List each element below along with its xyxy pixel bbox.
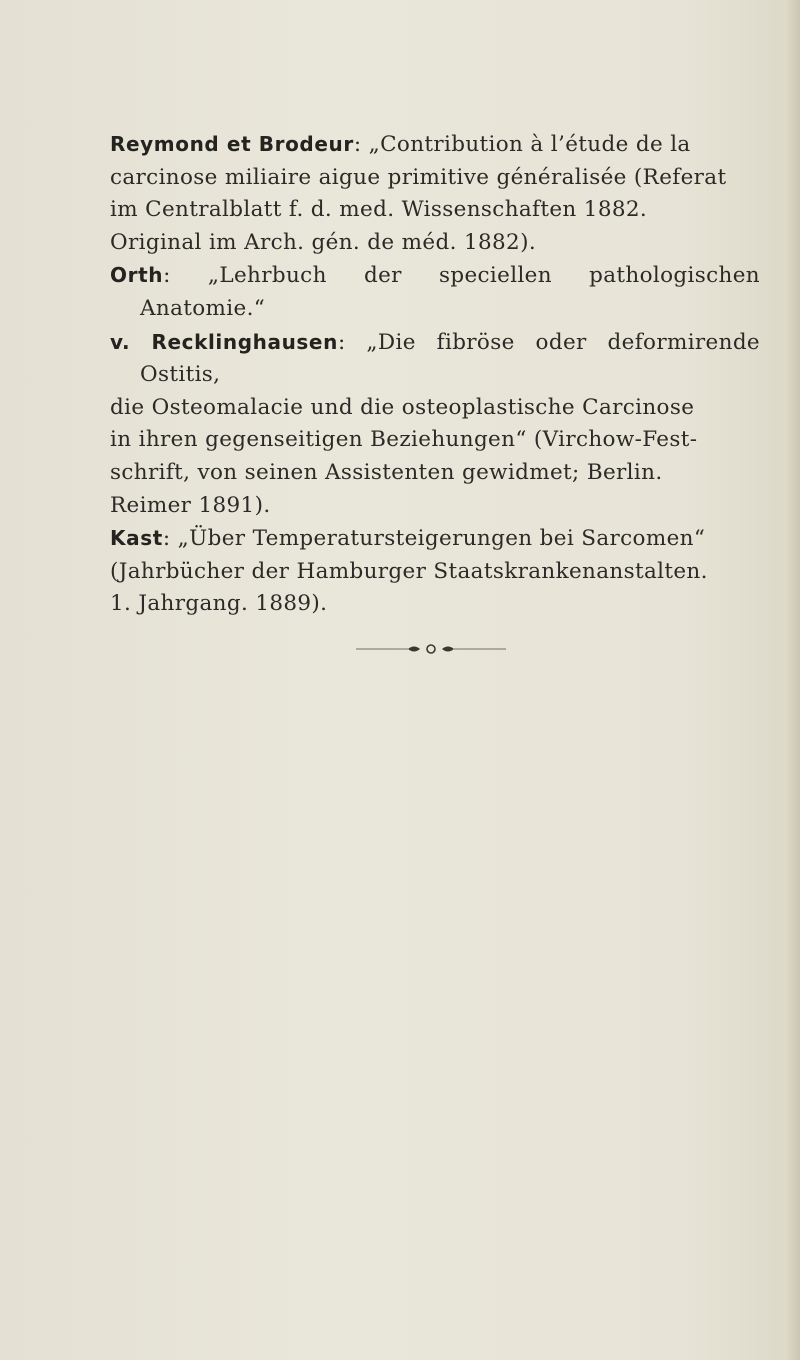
reference-text-line: : „Die fibröse oder deformirende Ostitis, [140,329,761,388]
reference-entry-kast [110,522,760,621]
reference-text-line: die Osteomalacie und die osteoplastische Carcinose [110,394,695,420]
reference-text-line: 1. Jahrgang. 1889). [110,591,328,617]
reference-text-line: Reimer 1891). [110,492,271,518]
reference-text-line: : „Contribution à l’étude de la [353,132,691,157]
reference-text-line: in ihren gegenseitigen Beziehungen“ (Virchow-Fest- [110,427,698,453]
reference-entry-recklinghausen [110,326,760,523]
reference-text-line: carcinose miliaire aigue primitive généralisée (Referat [110,164,727,190]
reference-text-line: schrift, von seinen Assistenten gewidmet; Berlin. [110,459,663,485]
reference-text-line: : „Lehrbuch der speciellen pathologischen Anatomie.“ [140,263,760,321]
reference-author: v. Recklinghausen [110,329,338,354]
reference-author: Orth [110,263,164,288]
reference-entry-orth [110,259,760,325]
bibliography-list [110,128,760,621]
reference-text-line: (Jahrbücher der Hamburger Staatskrankenanstalten. [110,558,708,584]
reference-text-line: im Centralblatt f. d. med. Wissenschaften 1882. [110,197,648,223]
page-edge-shadow [786,0,800,1360]
reference-author: Kast [110,526,163,551]
reference-author: Reymond et Brodeur [110,132,354,156]
reference-text-line: Original im Arch. gén. de méd. 1882). [110,229,537,255]
reference-text-line: : „Über Temperatursteigerungen bei Sarcomen“ [162,526,706,552]
decorative-rule-ornament [356,642,506,656]
reference-entry-reymond [110,128,760,259]
